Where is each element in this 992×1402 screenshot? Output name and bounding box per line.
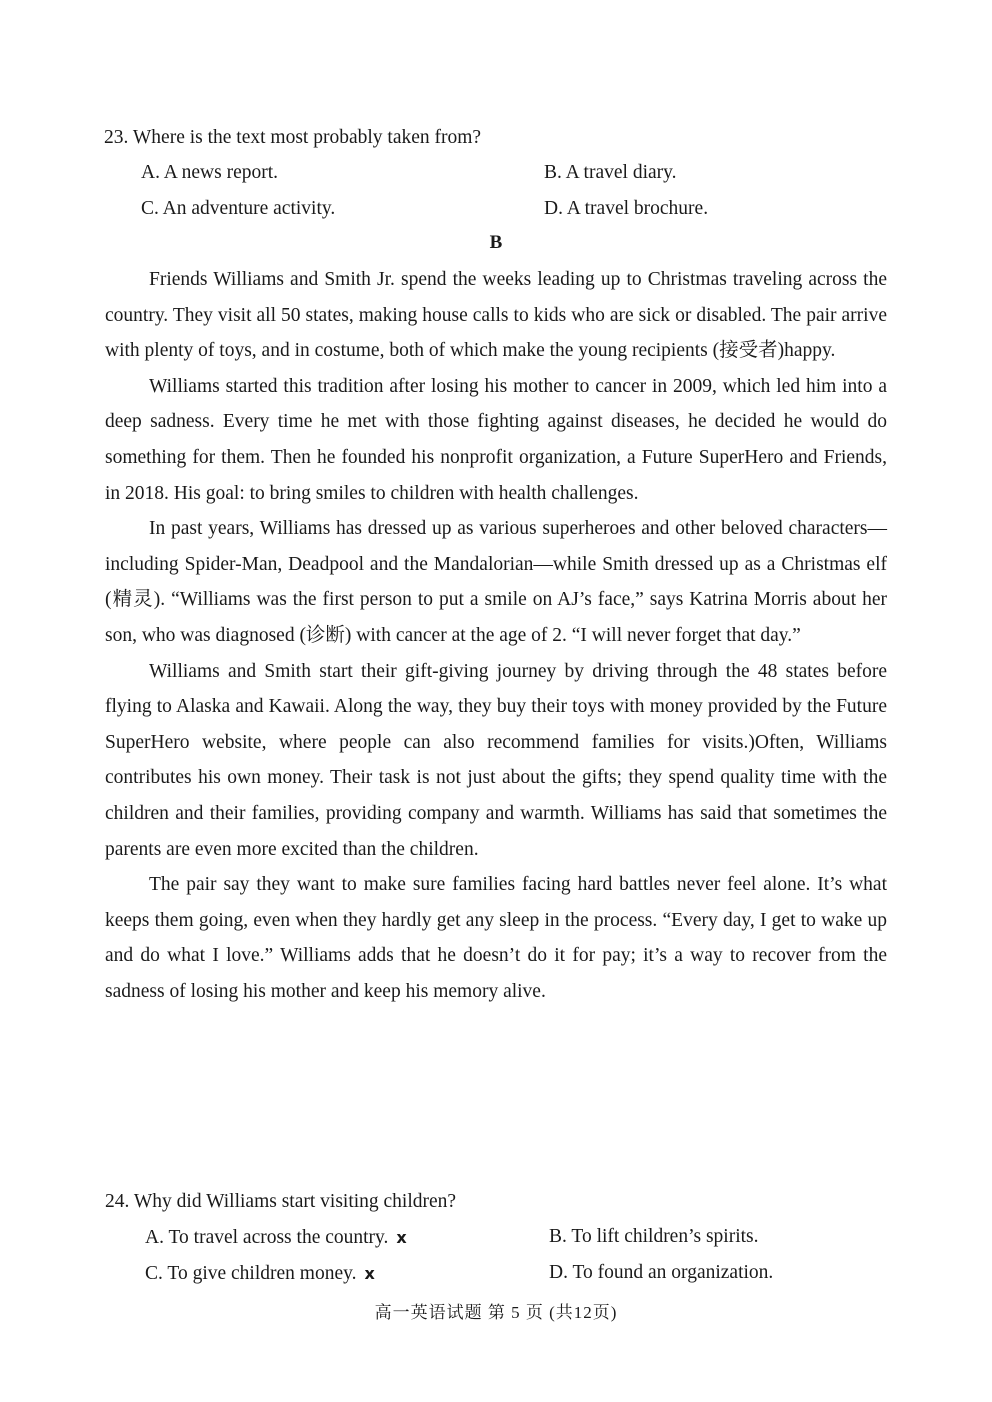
passage-paragraph-4: Williams and Smith start their gift-giving journey by driving through the 48 states before flying to Alaska and Kawaii. Along the way, they buy their toys with money provided by the Future SuperHero website, where people can also recommend families for visits.)Often, Williams contributes his own money. Their task is not just about the gifts; they spend quality time with the children and their families, providing company and warmth. Williams has said that sometimes the parents are even more excited than the children. [105, 660, 887, 860]
question-24-option-c [145, 1264, 375, 1284]
section-b-title: B [489, 232, 503, 253]
question-24-option-a-text: A. To travel across the country. [145, 1227, 389, 1248]
question-23-option-d: D. A travel brochure. [544, 198, 709, 219]
question-23-option-a: A. A news report. [141, 162, 279, 183]
passage-paragraph-5: The pair say they want to make sure families facing hard battles never feel alone. It’s what keeps them going, even when they hardly get any sleep in the process. “Every day, I get to wake up and do what I love.” Williams adds that he doesn’t do it for pay; it’s a way to recover from the sadness of losing his mother and keep his memory alive. [105, 874, 887, 1002]
question-24-option-a [145, 1228, 407, 1248]
question-24-option-b: B. To lift children’s spirits. [549, 1226, 759, 1247]
reading-passage-b [105, 262, 887, 1009]
question-23-option-c: C. An adventure activity. [141, 198, 336, 219]
cross-mark-icon: x [364, 1264, 375, 1283]
question-24-stem: 24. Why did Williams start visiting children? [105, 1191, 457, 1212]
question-23-stem: 23. Where is the text most probably taken from? [104, 127, 482, 148]
passage-paragraph-3: In past years, Williams has dressed up as various superheroes and other beloved characters—including Spider-Man, Deadpool and the Mandalorian—while Smith dressed up as a Christmas elf (精灵). “Williams was the first person to put a smile on AJ’s face,” says Katrina Morris about her son, who was diagnosed (诊断) with cancer at the age of 2. “I will never forget that day.” [105, 518, 887, 646]
passage-paragraph-1: Friends Williams and Smith Jr. spend the weeks leading up to Christmas traveling across the country. They visit all 50 states, making house calls to kids who are sick or disabled. The pair arrive with plenty of toys, and in costume, both of which make the young recipients (接受者)happy. [105, 269, 887, 362]
question-24-option-d: D. To found an organization. [549, 1262, 774, 1283]
page-footer: 高一英语试题 第 5 页 (共12页) [374, 1303, 618, 1322]
question-24-option-c-text: C. To give children money. [145, 1263, 357, 1284]
passage-paragraph-2: Williams started this tradition after losing his mother to cancer in 2009, which led him into a deep sadness. Every time he met with those fighting against diseases, he decided he would do something for them. Then he founded his nonprofit organization, a Future SuperHero and Friends, in 2018. His goal: to bring smiles to children with health challenges. [105, 375, 887, 504]
question-23-option-b: B. A travel diary. [544, 162, 677, 183]
cross-mark-icon: x [396, 1228, 407, 1247]
